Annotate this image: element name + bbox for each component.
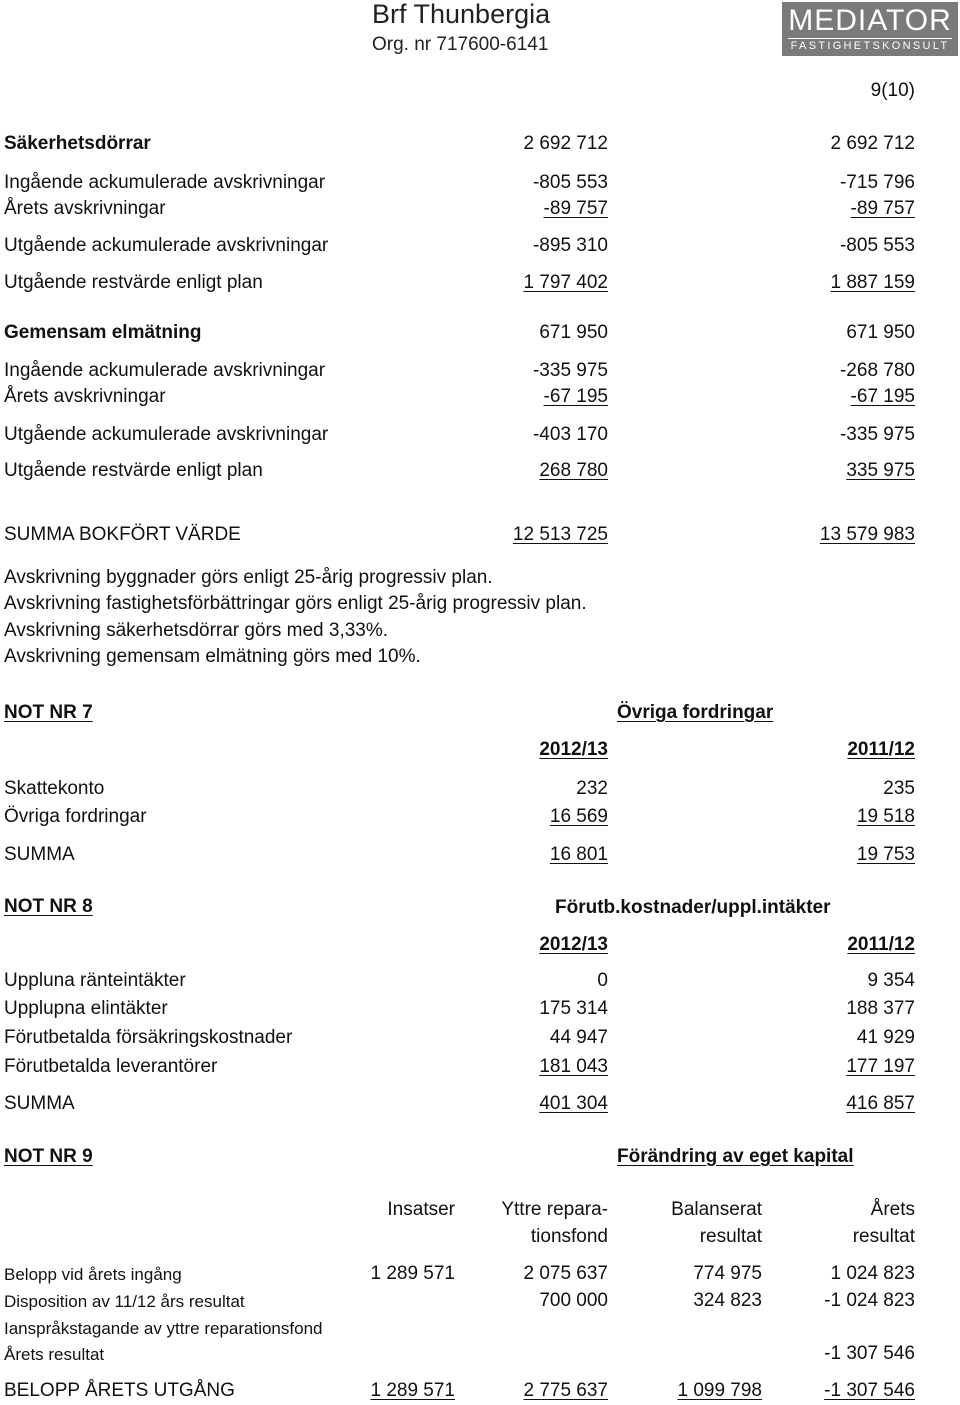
value-2012: 16 569 (549, 806, 608, 827)
value-2011: -715 796 (839, 172, 915, 193)
summa-2012: 16 801 (549, 844, 608, 865)
section-title-sakerhetsdorrar: Säkerhetsdörrar (4, 133, 151, 154)
row-label: Årets avskrivningar (4, 198, 166, 219)
total-insatser: 1 289 571 (370, 1380, 455, 1401)
row-label: Uppluna ränteintäkter (4, 970, 186, 991)
value-2012: -805 553 (532, 172, 608, 193)
value-2011: 1 887 159 (830, 272, 915, 293)
value-2012: -89 757 (543, 198, 608, 219)
value-arets: 1 024 823 (830, 1263, 915, 1284)
total-balanserat: 1 099 798 (677, 1380, 762, 1401)
not8-heading: NOT NR 8 (4, 896, 93, 917)
total-label: BELOPP ÅRETS UTGÅNG (4, 1380, 235, 1401)
not7-title: Övriga fordringar (617, 702, 774, 723)
value-2012: 181 043 (539, 1056, 608, 1077)
value-2011: 188 377 (846, 998, 915, 1019)
summa-2011: 19 753 (856, 844, 915, 865)
column-header-insatser: Insatser (387, 1199, 455, 1220)
depreciation-note: Avskrivning byggnader görs enligt 25-årig progressiv plan. (4, 567, 493, 588)
value-2012: 2 692 712 (523, 133, 608, 154)
value-2011: 9 354 (867, 970, 915, 991)
value-2011: 335 975 (846, 460, 915, 481)
column-header-2012: 2012/13 (539, 739, 608, 760)
value-2011: 671 950 (846, 322, 915, 343)
value-2012: 1 797 402 (523, 272, 608, 293)
value-2011: -268 780 (839, 360, 915, 381)
column-header-2011: 2011/12 (847, 739, 915, 760)
row-label: Förutbetalda leverantörer (4, 1056, 218, 1077)
row-label: Ianspråkstagande av yttre reparationsfond (4, 1319, 323, 1338)
row-label: Belopp vid årets ingång (4, 1265, 182, 1284)
value-2012: 232 (576, 778, 608, 799)
value-balanserat: 324 823 (693, 1290, 762, 1311)
column-header-balanserat-line1: Balanserat (671, 1199, 762, 1220)
value-2011: 177 197 (846, 1056, 915, 1077)
row-label: Ingående ackumulerade avskrivningar (4, 360, 326, 381)
row-label: Ingående ackumulerade avskrivningar (4, 172, 326, 193)
section-title-elmatning: Gemensam elmätning (4, 322, 202, 343)
row-label: Årets avskrivningar (4, 386, 166, 407)
not8-title: Förutb.kostnader/uppl.intäkter (555, 897, 831, 918)
column-header-2011: 2011/12 (847, 934, 915, 955)
not7-heading: NOT NR 7 (4, 702, 93, 723)
column-header-arets-line2: resultat (852, 1226, 915, 1247)
value-arets: -1 307 546 (824, 1343, 915, 1364)
value-2011: 19 518 (856, 806, 915, 827)
not9-heading: NOT NR 9 (4, 1146, 93, 1167)
value-2012: 671 950 (539, 322, 608, 343)
row-label: Skattekonto (4, 778, 105, 799)
value-2011: 2 692 712 (830, 133, 915, 154)
value-2011: -335 975 (839, 424, 915, 445)
row-label: Förutbetalda försäkringskostnader (4, 1027, 293, 1048)
row-label: Utgående restvärde enligt plan (4, 460, 263, 481)
org-number: Org. nr 717600-6141 (372, 34, 549, 55)
column-header-yttre-line2: tionsfond (530, 1226, 608, 1247)
value-2012: 44 947 (549, 1027, 608, 1048)
value-balanserat: 774 975 (693, 1263, 762, 1284)
summa-label: SUMMA (4, 844, 75, 865)
logo-main-text: MEDIATOR (788, 4, 952, 37)
summa-label: SUMMA (4, 1093, 75, 1114)
not9-title: Förändring av eget kapital (617, 1146, 854, 1167)
value-yttre: 2 075 637 (523, 1263, 608, 1284)
row-label: Årets resultat (4, 1345, 105, 1364)
row-label: Utgående ackumulerade avskrivningar (4, 235, 329, 256)
value-2011: -805 553 (839, 235, 915, 256)
value-2012: -895 310 (532, 235, 608, 256)
column-header-yttre-line1: Yttre repara- (501, 1199, 608, 1220)
value-2011: -67 195 (850, 386, 915, 407)
column-header-balanserat-line2: resultat (699, 1226, 762, 1247)
summa-2012: 401 304 (539, 1093, 608, 1114)
row-label: Disposition av 11/12 års resultat (4, 1292, 245, 1311)
row-label: Övriga fordringar (4, 806, 147, 827)
logo-sub-text: FASTIGHETSKONSULT (788, 38, 952, 53)
summa-bokfort-2012: 12 513 725 (512, 524, 608, 545)
value-2011: -89 757 (850, 198, 915, 219)
value-yttre: 700 000 (539, 1290, 608, 1311)
row-label: Upplupna elintäkter (4, 998, 168, 1019)
page-number: 9(10) (870, 80, 915, 101)
total-arets: -1 307 546 (824, 1380, 915, 1401)
summa-2011: 416 857 (846, 1093, 915, 1114)
column-header-2012: 2012/13 (539, 934, 608, 955)
value-arets: -1 024 823 (824, 1290, 915, 1311)
value-2012: 175 314 (539, 998, 608, 1019)
value-2012: -67 195 (543, 386, 608, 407)
column-header-arets-line1: Årets (870, 1199, 915, 1220)
mediator-logo (782, 2, 958, 56)
value-2012: 0 (597, 970, 608, 991)
depreciation-note: Avskrivning säkerhetsdörrar görs med 3,33%. (4, 620, 389, 641)
summa-bokfort-label: SUMMA BOKFÖRT VÄRDE (4, 524, 241, 545)
association-name: Brf Thunbergia (372, 0, 551, 29)
value-2011: 41 929 (856, 1027, 915, 1048)
value-insatser: 1 289 571 (370, 1263, 455, 1284)
row-label: Utgående ackumulerade avskrivningar (4, 424, 329, 445)
summa-bokfort-2011: 13 579 983 (819, 524, 915, 545)
row-label: Utgående restvärde enligt plan (4, 272, 263, 293)
value-2012: 268 780 (539, 460, 608, 481)
value-2011: 235 (883, 778, 915, 799)
total-yttre: 2 775 637 (523, 1380, 608, 1401)
depreciation-note: Avskrivning gemensam elmätning görs med 10%. (4, 646, 421, 667)
depreciation-note: Avskrivning fastighetsförbättringar görs enligt 25-årig progressiv plan. (4, 593, 587, 614)
value-2012: -335 975 (532, 360, 608, 381)
value-2012: -403 170 (532, 424, 608, 445)
